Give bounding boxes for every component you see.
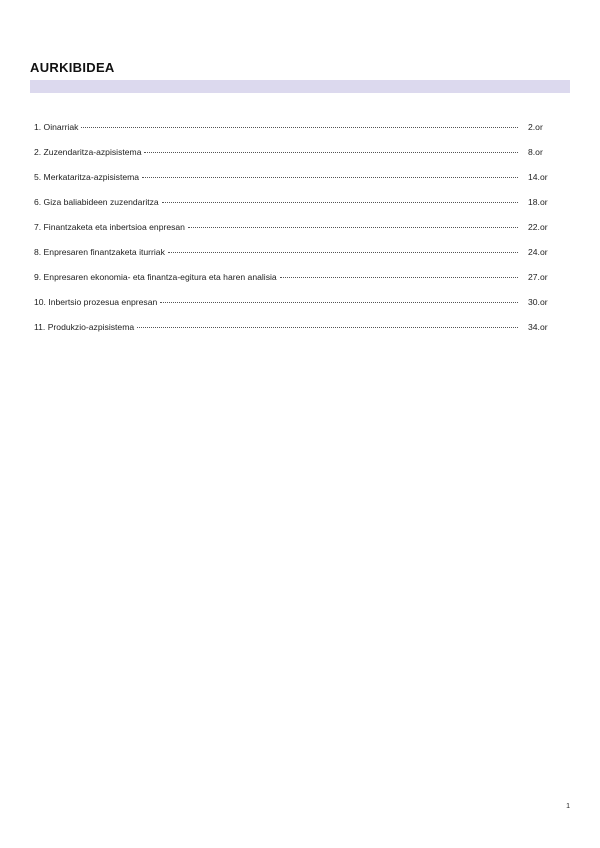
toc-entry-page: 22.or: [528, 222, 548, 232]
toc-entry-page: 18.or: [528, 197, 548, 207]
toc-entry-title: 2. Zuzendaritza-azpisistema: [34, 147, 142, 157]
toc-dot-leader: [168, 252, 518, 253]
table-of-contents: [34, 122, 554, 347]
toc-dot-leader: [162, 202, 518, 203]
toc-entry-title: 6. Giza baliabideen zuzendaritza: [34, 197, 159, 207]
toc-entry[interactable]: [34, 122, 554, 147]
toc-entry[interactable]: [34, 172, 554, 197]
toc-entry-title: 7. Finantzaketa eta inbertsioa enpresan: [34, 222, 185, 232]
toc-entry[interactable]: [34, 322, 554, 347]
toc-entry-title: 9. Enpresaren ekonomia- eta finantza-egitura eta haren analisia: [34, 272, 277, 282]
toc-entry-page: 30.or: [528, 297, 548, 307]
heading-band: [30, 80, 570, 93]
toc-entry-page: 2.or: [528, 122, 543, 132]
page-title: AURKIBIDEA: [30, 60, 115, 75]
toc-entry[interactable]: [34, 197, 554, 222]
toc-entry[interactable]: [34, 222, 554, 247]
toc-dot-leader: [188, 227, 518, 228]
toc-entry[interactable]: [34, 247, 554, 272]
toc-entry-page: 24.or: [528, 247, 548, 257]
toc-entry[interactable]: [34, 272, 554, 297]
toc-entry-title: 1. Oinarriak: [34, 122, 79, 132]
toc-dot-leader: [81, 127, 518, 128]
toc-entry-page: 14.or: [528, 172, 548, 182]
toc-dot-leader: [137, 327, 518, 328]
toc-dot-leader: [160, 302, 518, 303]
toc-entry-page: 8.or: [528, 147, 543, 157]
toc-entry-title: 5. Merkataritza-azpisistema: [34, 172, 140, 182]
toc-entry-title: 10. Inbertsio prozesua enpresan: [34, 297, 158, 307]
toc-entry-title: 11. Produkzio-azpisistema: [34, 322, 135, 332]
page-number: 1: [566, 803, 570, 810]
toc-dot-leader: [144, 152, 518, 153]
toc-entry[interactable]: [34, 147, 554, 172]
toc-dot-leader: [280, 277, 518, 278]
toc-entry-page: 27.or: [528, 272, 548, 282]
toc-entry-title: 8. Enpresaren finantzaketa iturriak: [34, 247, 165, 257]
toc-entry-page: 34.or: [528, 322, 548, 332]
toc-dot-leader: [142, 177, 518, 178]
toc-entry[interactable]: [34, 297, 554, 322]
